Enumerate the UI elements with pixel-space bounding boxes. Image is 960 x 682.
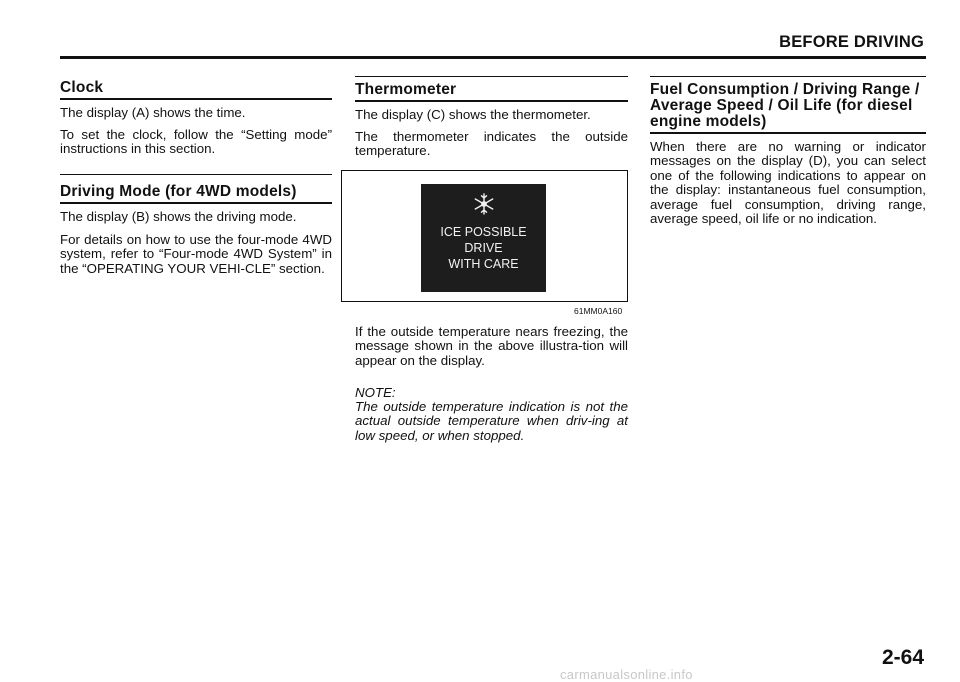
fuel-top-rule xyxy=(650,76,926,77)
clock-paragraph-1: The display (A) shows the time. xyxy=(60,105,246,120)
clock-title: Clock xyxy=(60,79,104,96)
fuel-paragraph-1: When there are no warning or indicator messages on the display (D), you can select one of the following indications to appear on the display: instantaneous fuel consumption, average fuel consumption, driving range, average speed, oil life or no indication. xyxy=(650,139,926,227)
driving-mode-paragraph-2: For details on how to use the four-mode 4WD system, refer to “Four-mode 4WD System” in the “OPERATING YOUR VEHI-CLE” section. xyxy=(60,232,332,276)
section-header: BEFORE DRIVING xyxy=(779,33,924,51)
thermometer-paragraph-3: If the outside temperature nears freezing, the message shown in the above illustra-tion will appear on the display. xyxy=(355,324,628,368)
fuel-title: Fuel Consumption / Driving Range / Average Speed / Oil Life (for diesel engine models) xyxy=(650,81,920,130)
note-label-text: NOTE: xyxy=(355,385,396,400)
thermometer-title-rule xyxy=(355,100,628,102)
thermometer-title: Thermometer xyxy=(355,81,457,98)
driving-mode-top-rule xyxy=(60,174,332,175)
note-body: The outside temperature indication is not the actual outside temperature when driv-ing at low speed, or when stopped. xyxy=(355,399,628,443)
header-rule xyxy=(60,56,926,59)
watermark: carmanualsonline.info xyxy=(560,667,693,682)
clock-title-rule xyxy=(60,98,332,100)
note-text xyxy=(355,400,628,443)
driving-mode-title: Driving Mode (for 4WD models) xyxy=(60,183,297,200)
driving-mode-paragraph-1: The display (B) shows the driving mode. xyxy=(60,209,297,224)
thermometer-paragraph-2: The thermometer indicates the outside temperature. xyxy=(355,129,628,159)
fuel-title-rule xyxy=(650,132,926,134)
display-line-1: ICE POSSIBLE xyxy=(440,225,527,239)
display-line-3: WITH CARE xyxy=(448,257,519,271)
display-illustration xyxy=(421,184,546,292)
thermometer-paragraph-1: The display (C) shows the thermometer. xyxy=(355,107,591,122)
figure-code: 61MM0A160 xyxy=(574,306,623,316)
page-number: 2-64 xyxy=(881,646,924,669)
driving-mode-title-rule xyxy=(60,202,332,204)
snowflake-icon xyxy=(472,192,496,216)
clock-paragraph-2: To set the clock, follow the “Setting mode” instructions in this section. xyxy=(60,127,332,157)
display-line-2: DRIVE xyxy=(464,241,503,255)
thermometer-top-rule xyxy=(355,76,628,77)
